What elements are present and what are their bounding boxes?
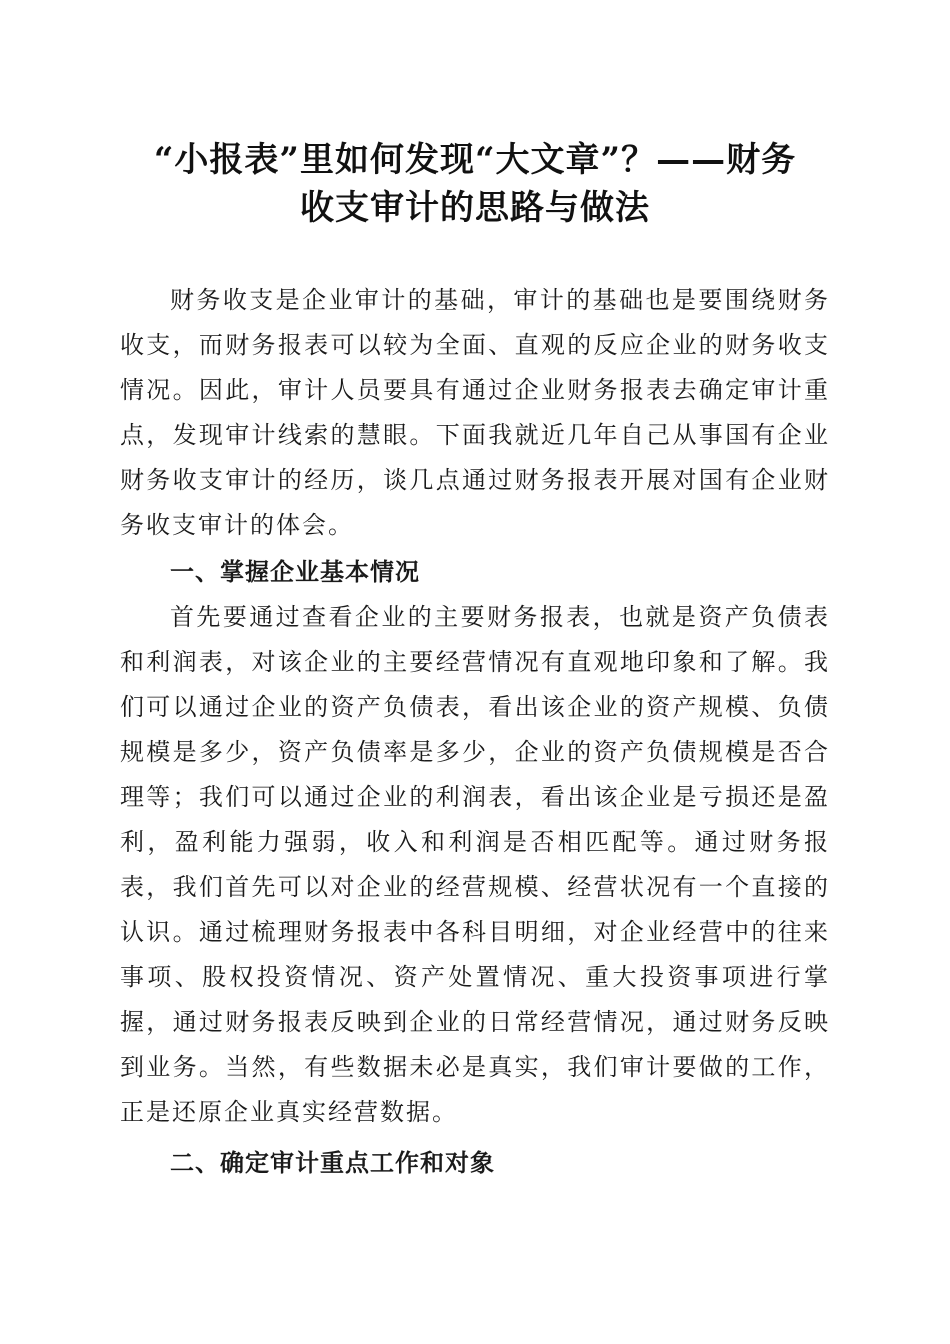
section-heading-2: 二、确定审计重点工作和对象	[170, 1149, 495, 1177]
document-body	[120, 278, 830, 1186]
section-1-paragraph: 首先要通过查看企业的主要财务报表，也就是资产负债表和利润表，对该企业的主要经营情况有直观地印象和了解。我们可以通过企业的资产负债表，看出该企业的资产规模、负债规模是多少，资产负债率是多少，企业的资产负债规模是否合理等；我们可以通过企业的利润表，看出该企业是亏损还是盈利，盈利能力强弱，收入和利润是否相匹配等。通过财务报表，我们首先可以对企业的经营规模、经营状况有一个直接的认识。通过梳理财务报表中各科目明细，对企业经营中的往来事项、股权投资情况、资产处置情况、重大投资事项进行掌握，通过财务报表反映到企业的日常经营情况，通过财务反映到业务。当然，有些数据未必是真实，我们审计要做的工作，正是还原企业真实经营数据。	[120, 603, 830, 1126]
section-heading-1: 一、掌握企业基本情况	[170, 558, 420, 586]
document-title-line-1: “小报表”里如何发现“大文章”？——财务	[153, 140, 797, 180]
document-title-line-2: 收支审计的思路与做法	[300, 188, 650, 228]
intro-paragraph: 财务收支是企业审计的基础，审计的基础也是要围绕财务收支，而财务报表可以较为全面、直观的反应企业的财务收支情况。因此，审计人员要具有通过企业财务报表去确定审计重点，发现审计线索的慧眼。下面我就近几年自己从事国有企业财务收支审计的经历，谈几点通过财务报表开展对国有企业财务收支审计的体会。	[120, 286, 830, 539]
